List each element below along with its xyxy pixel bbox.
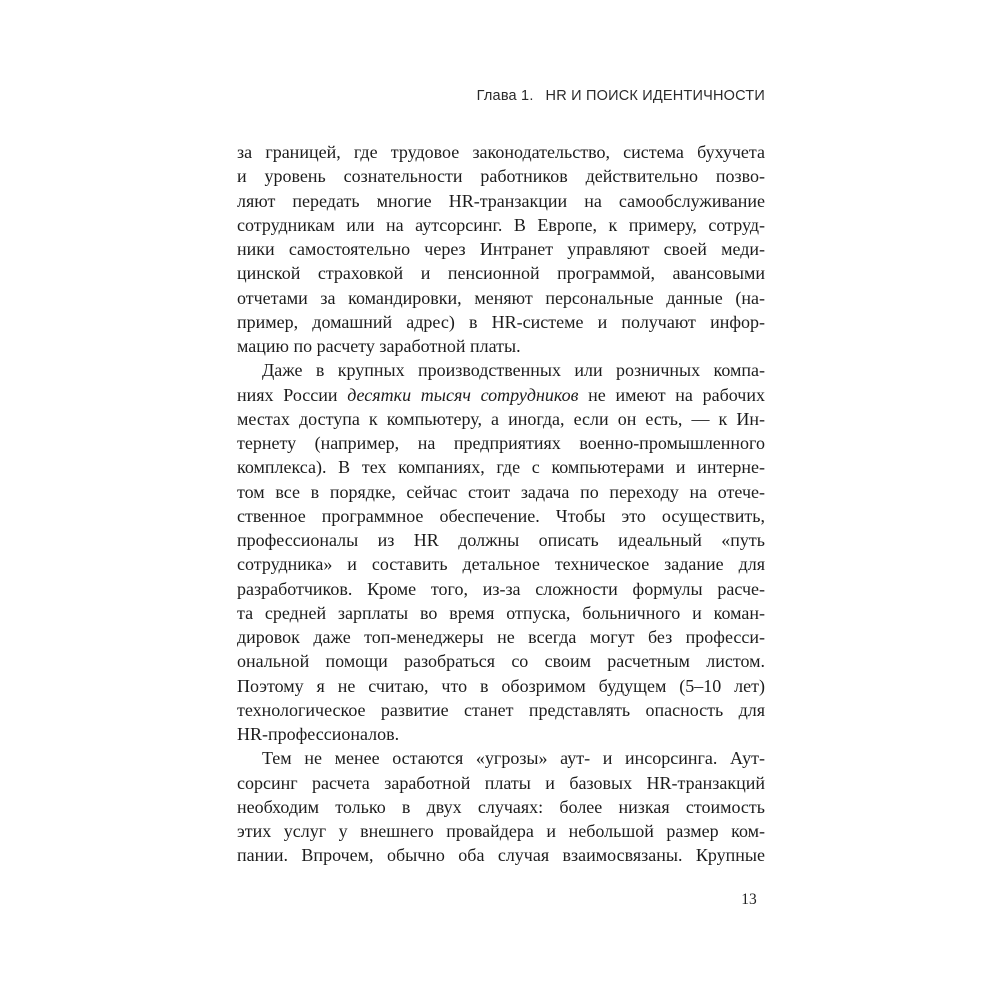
text-run: не имеют на рабочих bbox=[578, 384, 765, 405]
chapter-label: Глава 1. bbox=[476, 88, 534, 104]
text-line: сотрудникам или на аутсорсинг. В Европе, к примеру, сотруд- bbox=[237, 214, 765, 235]
text-line: и уровень сознательности работников действительно позво- bbox=[237, 166, 765, 187]
text-line: тернету (например, на предприятиях военно-промышленного bbox=[237, 433, 765, 453]
text-line: ляют передать многие HR-транзакции на самообслуживание bbox=[237, 190, 765, 211]
text-line: разработчиков. Кроме того, из-за сложности формулы расче- bbox=[237, 578, 765, 599]
text-line: та средней зарплаты во время отпуска, больничного и коман- bbox=[237, 602, 765, 623]
text-line: том все в порядке, сейчас стоит задача по переходу на отече- bbox=[237, 481, 765, 502]
text-line: технологическое развитие станет представлять опасность для bbox=[237, 699, 765, 720]
text-line: ники самостоятельно через Интранет управляют своей меди- bbox=[237, 239, 765, 259]
text-line: Поэтому я не считаю, что в обозримом будущем (5–10 лет) bbox=[237, 675, 765, 696]
text-line bbox=[237, 383, 765, 407]
text-line: пример, домашний адрес) в HR-системе и получают инфор- bbox=[237, 311, 765, 332]
running-head bbox=[477, 88, 765, 104]
text-line: мацию по расчету заработной платы. bbox=[237, 336, 521, 356]
page-number: 13 bbox=[741, 891, 757, 908]
text-line: сорсинг расчета заработной платы и базовых HR-транзакций bbox=[237, 772, 765, 793]
text-line: ональной помощи разобраться со своим расчетным листом. bbox=[237, 651, 765, 672]
text-line: дировок даже топ-менеджеры не всегда могут без професси- bbox=[237, 627, 765, 647]
text-line: этих услуг у внешнего провайдера и небольшой размер ком- bbox=[237, 821, 765, 841]
text-line: ственное программное обеспечение. Чтобы это осуществить, bbox=[237, 505, 765, 526]
text-line: комплекса). В тех компаниях, где с компьютерами и интерне- bbox=[237, 457, 765, 478]
text-line: Тем не менее остаются «угрозы» аут- и инсорсинга. Аут- bbox=[262, 748, 765, 769]
italic-phrase: десятки тысяч сотрудников bbox=[347, 384, 579, 405]
text-line: HR-профессионалов. bbox=[237, 724, 400, 744]
text-line: местах доступа к компьютеру, а иногда, если он есть, — к Ин- bbox=[237, 408, 765, 429]
text-run: ниях России bbox=[237, 384, 348, 405]
text-line: профессионалы из HR должны описать идеальный «путь bbox=[237, 530, 765, 550]
text-line: цинской страховкой и пенсионной программой, авансовыми bbox=[237, 263, 765, 284]
chapter-title: HR И ПОИСК ИДЕНТИЧНОСТИ bbox=[545, 88, 765, 104]
text-line: отчетами за командировки, меняют персональные данные (на- bbox=[237, 287, 765, 308]
text-line: необходим только в двух случаях: более низкая стоимость bbox=[237, 796, 765, 817]
text-block bbox=[237, 140, 765, 868]
text-line: Даже в крупных производственных или розничных компа- bbox=[262, 360, 765, 381]
text-line: сотрудника» и составить детальное техническое задание для bbox=[237, 554, 765, 575]
text-line: пании. Впрочем, обычно оба случая взаимосвязаны. Крупные bbox=[237, 845, 765, 866]
text-line: за границей, где трудовое законодательство, система бухучета bbox=[237, 142, 765, 162]
